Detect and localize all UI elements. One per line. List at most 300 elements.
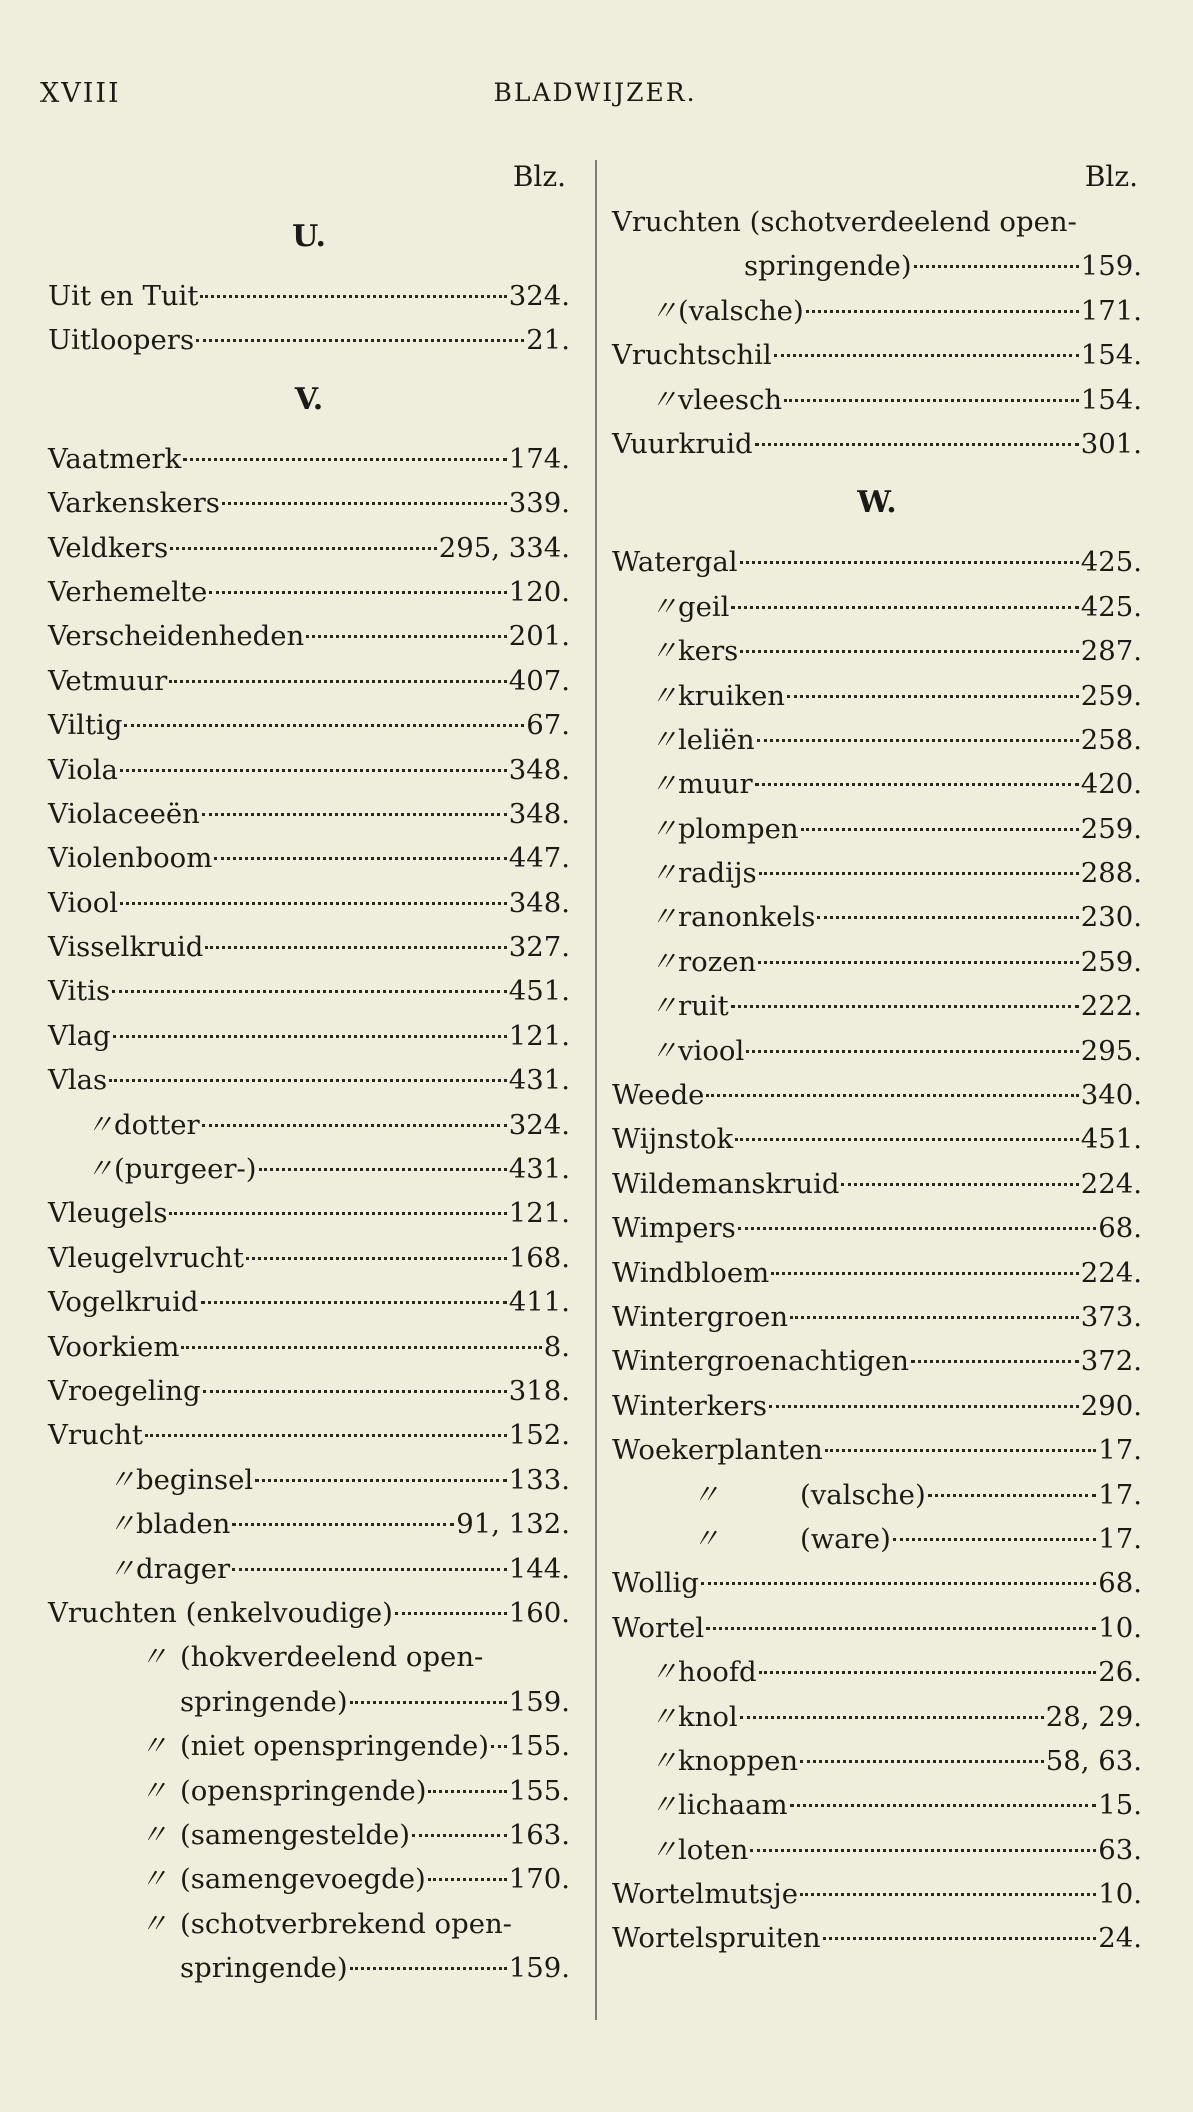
- page-reference: 133.: [508, 1463, 570, 1496]
- ditto-mark: 〃: [650, 723, 678, 756]
- entry-term: (hokverdeelend open-: [180, 1641, 484, 1674]
- index-entry: [48, 1902, 570, 1946]
- dot-leader: [771, 1271, 1079, 1275]
- page-reference: 348.: [508, 797, 570, 830]
- ditto-mark: 〃: [650, 1656, 678, 1689]
- index-entry: [48, 1502, 570, 1546]
- entry-term: springende): [744, 250, 912, 283]
- page-reference: 155.: [508, 1774, 570, 1807]
- page-reference: 28, 29.: [1045, 1700, 1142, 1733]
- index-entry: [612, 1473, 1142, 1517]
- dot-leader: [706, 1626, 1096, 1630]
- entry-term: Viola: [48, 753, 118, 786]
- index-entry: [48, 1458, 570, 1502]
- index-entry: [612, 940, 1142, 984]
- dot-leader: [790, 1803, 1097, 1807]
- index-entry: [48, 1280, 570, 1324]
- entry-term: geil: [678, 590, 730, 623]
- entry-term: Wortelmutsje: [612, 1878, 798, 1911]
- entry-term: Voorkiem: [48, 1330, 180, 1363]
- index-entry: [612, 1384, 1142, 1428]
- index-entry: [612, 1650, 1142, 1694]
- dot-leader: [169, 679, 506, 683]
- page-reference: 318.: [508, 1374, 570, 1407]
- page-reference: 159.: [1080, 250, 1142, 283]
- index-entry: [612, 1517, 1142, 1561]
- index-entry: [48, 1769, 570, 1813]
- page-reference: 159.: [508, 1685, 570, 1718]
- dot-leader: [202, 1123, 507, 1127]
- page-reference: 372.: [1080, 1345, 1142, 1378]
- index-entry: [48, 1325, 570, 1369]
- dot-leader: [181, 1345, 541, 1349]
- entry-term: Verhemelte: [48, 575, 208, 608]
- page-reference: 258.: [1080, 723, 1142, 756]
- entry-term: Wijnstok: [612, 1123, 734, 1156]
- index-entry: [612, 1739, 1142, 1783]
- page-reference: 447.: [508, 842, 570, 875]
- index-entry: [612, 1428, 1142, 1472]
- entry-term: Vroegeling: [48, 1374, 201, 1407]
- index-entry: [48, 1591, 570, 1635]
- entry-term: (samengestelde): [180, 1818, 411, 1851]
- page-reference: 222.: [1080, 990, 1142, 1023]
- index-entry: [48, 1191, 570, 1235]
- page-reference: 230.: [1080, 901, 1142, 934]
- entry-term: (schotverbrekend open-: [180, 1907, 512, 1940]
- entry-term: springende): [180, 1685, 348, 1718]
- page-reference: 121.: [508, 1197, 570, 1230]
- index-entry: [612, 422, 1142, 466]
- ditto-mark: 〃: [140, 1863, 168, 1896]
- entry-term: Wildemanskruid: [612, 1167, 840, 1200]
- dot-leader: [145, 1433, 507, 1437]
- page-reference: 431.: [508, 1064, 570, 1097]
- index-column-left: [48, 160, 570, 1990]
- entry-term: kers: [678, 635, 739, 668]
- entry-term: Vrucht: [48, 1419, 143, 1452]
- entry-term: Woekerplanten: [612, 1434, 823, 1467]
- entry-term: Uit en Tuit: [48, 280, 199, 312]
- ditto-mark: 〃: [86, 1108, 114, 1141]
- entry-term: Vetmuur: [48, 664, 168, 697]
- index-entry: [612, 1606, 1142, 1650]
- dot-leader: [914, 264, 1079, 268]
- ditto-mark: 〃: [650, 1034, 678, 1067]
- page-reference: 420.: [1080, 768, 1142, 801]
- blz-label: Blz.: [1084, 160, 1138, 193]
- index-entry: [48, 1413, 570, 1457]
- dot-leader: [759, 1670, 1097, 1674]
- page-reference: 174.: [508, 442, 570, 475]
- index-entry: [612, 540, 1142, 584]
- ditto-mark: 〃: [650, 1744, 678, 1777]
- page-reference: 68.: [1098, 1567, 1142, 1600]
- page-reference: 259.: [1080, 945, 1142, 978]
- ditto-mark: 〃: [650, 383, 678, 416]
- ditto-mark: 〃: [650, 1789, 678, 1822]
- spacer: [514, 1925, 568, 1926]
- index-column-right: [612, 160, 1142, 1961]
- page-reference: 8.: [543, 1330, 570, 1363]
- dot-leader: [790, 1315, 1079, 1319]
- entry-term: leliën: [678, 723, 755, 756]
- page-reference: 168.: [508, 1241, 570, 1274]
- entry-term: knoppen: [678, 1744, 799, 1777]
- entry-term: Viltig: [48, 709, 123, 742]
- index-entry: [612, 762, 1142, 806]
- dot-leader: [214, 856, 506, 860]
- page-reference: 152.: [508, 1419, 570, 1452]
- index-entry: [612, 1073, 1142, 1117]
- page-reference: 295, 334.: [438, 531, 570, 564]
- ditto-mark: 〃: [650, 857, 678, 890]
- dot-leader: [755, 442, 1079, 446]
- page-reference: 224.: [1080, 1167, 1142, 1200]
- page-reference: 451.: [508, 975, 570, 1008]
- dot-leader: [806, 309, 1079, 313]
- entry-term: Vaatmerk: [48, 442, 182, 475]
- entry-term: (purgeer-): [114, 1153, 257, 1186]
- index-entry: [48, 836, 570, 880]
- index-entry: [612, 1561, 1142, 1605]
- page-number: XVIII: [40, 78, 121, 109]
- page-reference: 170.: [508, 1863, 570, 1896]
- dot-leader: [246, 1256, 507, 1260]
- dot-leader: [222, 501, 507, 505]
- dot-leader: [801, 827, 1079, 831]
- page-reference: 163.: [508, 1818, 570, 1851]
- dot-leader: [755, 782, 1079, 786]
- blz-label: Blz.: [512, 160, 566, 193]
- entry-term: (niet openspringende): [180, 1730, 490, 1763]
- ditto-mark: 〃: [650, 679, 678, 712]
- page-reference: 17.: [1098, 1522, 1142, 1555]
- index-entry: [612, 1695, 1142, 1739]
- index-entry: [612, 1916, 1142, 1960]
- entry-term: springende): [180, 1952, 348, 1985]
- page-reference: 24.: [1098, 1922, 1142, 1955]
- ditto-mark: 〃: [650, 901, 678, 934]
- dot-leader: [170, 546, 437, 550]
- dot-leader: [740, 649, 1079, 653]
- index-entry: [612, 333, 1142, 377]
- dot-leader: [758, 960, 1079, 964]
- dot-leader: [731, 605, 1078, 609]
- index-entry: [48, 1547, 570, 1591]
- page-reference: 259.: [1080, 679, 1142, 712]
- index-entry: [612, 984, 1142, 1028]
- ditto-mark: 〃: [650, 294, 678, 327]
- page-reference: 288.: [1080, 857, 1142, 890]
- entry-term: Varkenskers: [48, 487, 220, 520]
- dot-leader: [701, 1581, 1096, 1585]
- entry-term: ranonkels: [678, 901, 816, 934]
- index-entry: [612, 1251, 1142, 1295]
- dot-leader: [203, 1389, 507, 1393]
- ditto-mark: 〃: [140, 1641, 168, 1674]
- ditto-mark: 〃: [650, 990, 678, 1023]
- page-reference: 411.: [508, 1286, 570, 1319]
- page-reference: 154.: [1080, 383, 1142, 416]
- dot-leader: [740, 1715, 1044, 1719]
- entry-term: hoofd: [678, 1656, 757, 1689]
- entry-term: Weede: [612, 1079, 705, 1112]
- dot-leader: [412, 1833, 507, 1837]
- index-entry: [48, 1724, 570, 1768]
- entry-term: beginsel: [136, 1463, 254, 1496]
- entry-term: Wintergroenachtigen: [612, 1345, 909, 1378]
- page-reference: 224.: [1080, 1256, 1142, 1289]
- index-entry: [48, 1857, 570, 1901]
- entry-term: Vogelkruid: [48, 1286, 199, 1319]
- ditto-mark: 〃: [140, 1730, 168, 1763]
- index-entry: [612, 718, 1142, 762]
- index-entry: [48, 274, 570, 318]
- entry-term: radijs: [678, 857, 757, 890]
- dot-leader: [893, 1537, 1096, 1541]
- dot-leader: [259, 1167, 507, 1171]
- entry-term: Watergal: [612, 546, 738, 579]
- index-entry: [612, 1872, 1142, 1916]
- entry-term: kruiken: [678, 679, 785, 712]
- index-entry: [48, 1147, 570, 1191]
- index-entry: [612, 1295, 1142, 1339]
- entry-term: Veldkers: [48, 531, 169, 564]
- entry-term: viool: [678, 1034, 745, 1067]
- page-header: [40, 78, 1150, 118]
- page-reference: 121.: [508, 1019, 570, 1052]
- dot-leader: [491, 1744, 507, 1748]
- dot-leader: [800, 1892, 1096, 1896]
- page-reference: 91, 132.: [456, 1508, 570, 1541]
- index-entry: [612, 629, 1142, 673]
- index-entry: [612, 1117, 1142, 1161]
- page-reference: 155.: [508, 1730, 570, 1763]
- dot-leader: [823, 1936, 1097, 1940]
- column-divider: [595, 160, 597, 2020]
- page-reference: 17.: [1098, 1478, 1142, 1511]
- index-entry: [612, 585, 1142, 629]
- entry-term: Visselkruid: [48, 931, 204, 964]
- dot-leader: [738, 1226, 1096, 1230]
- dot-leader: [800, 1759, 1044, 1763]
- page-reference: 144.: [508, 1552, 570, 1585]
- dot-leader: [232, 1522, 454, 1526]
- page-reference: 15.: [1098, 1789, 1142, 1822]
- entry-term: Vruchtschil: [612, 339, 772, 372]
- dot-leader: [169, 1211, 506, 1215]
- index-entry: [48, 969, 570, 1013]
- index-entry: [48, 925, 570, 969]
- entry-term: Vruchten (enkelvoudige): [48, 1596, 393, 1629]
- entry-term: ruit: [678, 990, 729, 1023]
- entry-term: Vuurkruid: [612, 427, 753, 460]
- entry-term: dotter: [114, 1108, 200, 1141]
- dot-leader: [120, 901, 507, 905]
- index-entry: [612, 1339, 1142, 1383]
- dot-leader: [196, 338, 524, 342]
- entry-term: Wollig: [612, 1567, 699, 1600]
- page-reference: 407.: [508, 664, 570, 697]
- dot-leader: [769, 1404, 1079, 1408]
- page-reference: 201.: [508, 620, 570, 653]
- index-entry: [612, 807, 1142, 851]
- dot-leader: [183, 457, 506, 461]
- spacer: [1079, 223, 1140, 224]
- dot-leader: [112, 989, 507, 993]
- ditto-mark: 〃: [140, 1774, 168, 1807]
- dot-leader: [428, 1877, 507, 1881]
- dot-leader: [120, 768, 507, 772]
- index-entry: [48, 1946, 570, 1990]
- dot-leader: [124, 723, 524, 727]
- index-entry: [48, 1058, 570, 1102]
- page-reference: 259.: [1080, 812, 1142, 845]
- page-reference: 340.: [1080, 1079, 1142, 1112]
- index-entry: [612, 1029, 1142, 1073]
- dot-leader: [428, 1789, 506, 1793]
- ditto-mark: 〃: [108, 1463, 136, 1496]
- entry-term: Wortelspruiten: [612, 1922, 821, 1955]
- dot-leader: [706, 1093, 1078, 1097]
- entry-term: Violaceeën: [48, 797, 200, 830]
- dot-leader: [928, 1493, 1097, 1497]
- index-entry: [612, 895, 1142, 939]
- dot-leader: [306, 634, 507, 638]
- spacer: [485, 1658, 568, 1659]
- index-entry: [48, 437, 570, 481]
- page-reference: 67.: [526, 709, 570, 742]
- dot-leader: [784, 398, 1079, 402]
- index-entry: [48, 526, 570, 570]
- dot-leader: [350, 1700, 507, 1704]
- entry-term: Wortel: [612, 1611, 705, 1644]
- page-reference: 324.: [508, 280, 570, 312]
- page-reference: 301.: [1080, 427, 1142, 460]
- dot-leader: [740, 560, 1079, 564]
- entry-term: Violenboom: [48, 842, 213, 875]
- page-reference: 63.: [1098, 1833, 1142, 1866]
- page-reference: 171.: [1080, 294, 1142, 327]
- dot-leader: [746, 1049, 1079, 1053]
- page-reference: 348.: [508, 886, 570, 919]
- entry-term: loten: [678, 1833, 749, 1866]
- entry-term: (openspringende): [180, 1774, 427, 1807]
- page-reference: 425.: [1080, 546, 1142, 579]
- page-reference: 451.: [1080, 1123, 1142, 1156]
- ditto-mark: 〃: [108, 1508, 136, 1541]
- ditto-mark: 〃: [650, 635, 678, 668]
- index-entry: [612, 378, 1142, 422]
- entry-term: bladen: [136, 1508, 231, 1541]
- page-reference: 327.: [508, 931, 570, 964]
- page-reference: 287.: [1080, 635, 1142, 668]
- page-reference: 348.: [508, 753, 570, 786]
- page-reference: 10.: [1098, 1611, 1142, 1644]
- ditto-mark: 〃: [650, 590, 678, 623]
- entry-term: Vlag: [48, 1019, 111, 1052]
- index-entry: [48, 614, 570, 658]
- index-entry: [48, 1236, 570, 1280]
- ditto-mark: 〃: [140, 1818, 168, 1851]
- index-entry: [48, 318, 570, 362]
- dot-leader: [395, 1611, 507, 1615]
- dot-leader: [200, 294, 506, 298]
- index-entry: [48, 1680, 570, 1724]
- index-entry: [48, 1103, 570, 1147]
- index-entry: [48, 792, 570, 836]
- index-entry: [48, 1813, 570, 1857]
- ditto-mark: 〃: [650, 945, 678, 978]
- ditto-mark: 〃: [650, 1833, 678, 1866]
- dot-leader: [735, 1137, 1079, 1141]
- dot-leader: [201, 1300, 507, 1304]
- ditto-mark: 〃: [650, 812, 678, 845]
- index-entry: [48, 703, 570, 747]
- page-reference: 295.: [1080, 1034, 1142, 1067]
- dot-leader: [825, 1448, 1096, 1452]
- dot-leader: [774, 353, 1079, 357]
- page-reference: 17.: [1098, 1434, 1142, 1467]
- index-entry: [48, 570, 570, 614]
- entry-term: Viool: [48, 886, 119, 919]
- entry-term: Vleugels: [48, 1197, 168, 1230]
- entry-term: Verscheidenheden: [48, 620, 305, 653]
- ditto-mark: 〃: [140, 1907, 168, 1940]
- dot-leader: [757, 738, 1079, 742]
- dot-leader: [232, 1567, 507, 1571]
- index-entry: [612, 1162, 1142, 1206]
- entry-term: Winterkers: [612, 1389, 767, 1422]
- entry-term: Vlas: [48, 1064, 108, 1097]
- index-entry: [612, 289, 1142, 333]
- ditto-mark: 〃: [692, 1522, 720, 1555]
- page-reference: 290.: [1080, 1389, 1142, 1422]
- index-entry: [48, 1369, 570, 1413]
- page-reference: 425.: [1080, 590, 1142, 623]
- dot-leader: [209, 590, 507, 594]
- page-reference: 339.: [508, 487, 570, 520]
- entry-term: Vruchten (schotverdeelend open-: [612, 206, 1077, 238]
- entry-term: Uitloopers: [48, 324, 195, 357]
- index-entry: [612, 851, 1142, 895]
- dot-leader: [350, 1966, 507, 1970]
- entry-term: knol: [678, 1700, 738, 1733]
- page-reference: 373.: [1080, 1300, 1142, 1333]
- index-entry: [48, 1014, 570, 1058]
- index-entry: [48, 881, 570, 925]
- entry-term: rozen: [678, 945, 757, 978]
- dot-leader: [731, 1004, 1079, 1008]
- page-reference: 431.: [508, 1153, 570, 1186]
- entry-term: Wimpers: [612, 1212, 736, 1245]
- page-reference: 159.: [508, 1952, 570, 1985]
- page-reference: 58, 63.: [1045, 1744, 1142, 1777]
- ditto-mark: 〃: [108, 1552, 136, 1585]
- index-entry: [48, 748, 570, 792]
- index-entry: [48, 1635, 570, 1679]
- entry-term: muur: [678, 768, 753, 801]
- index-entry: [612, 674, 1142, 718]
- dot-leader: [255, 1478, 507, 1482]
- index-entry: [48, 481, 570, 525]
- page-reference: 120.: [508, 575, 570, 608]
- page-reference: 68.: [1098, 1212, 1142, 1245]
- dot-leader: [759, 871, 1079, 875]
- dot-leader: [750, 1848, 1096, 1852]
- dot-leader: [817, 915, 1078, 919]
